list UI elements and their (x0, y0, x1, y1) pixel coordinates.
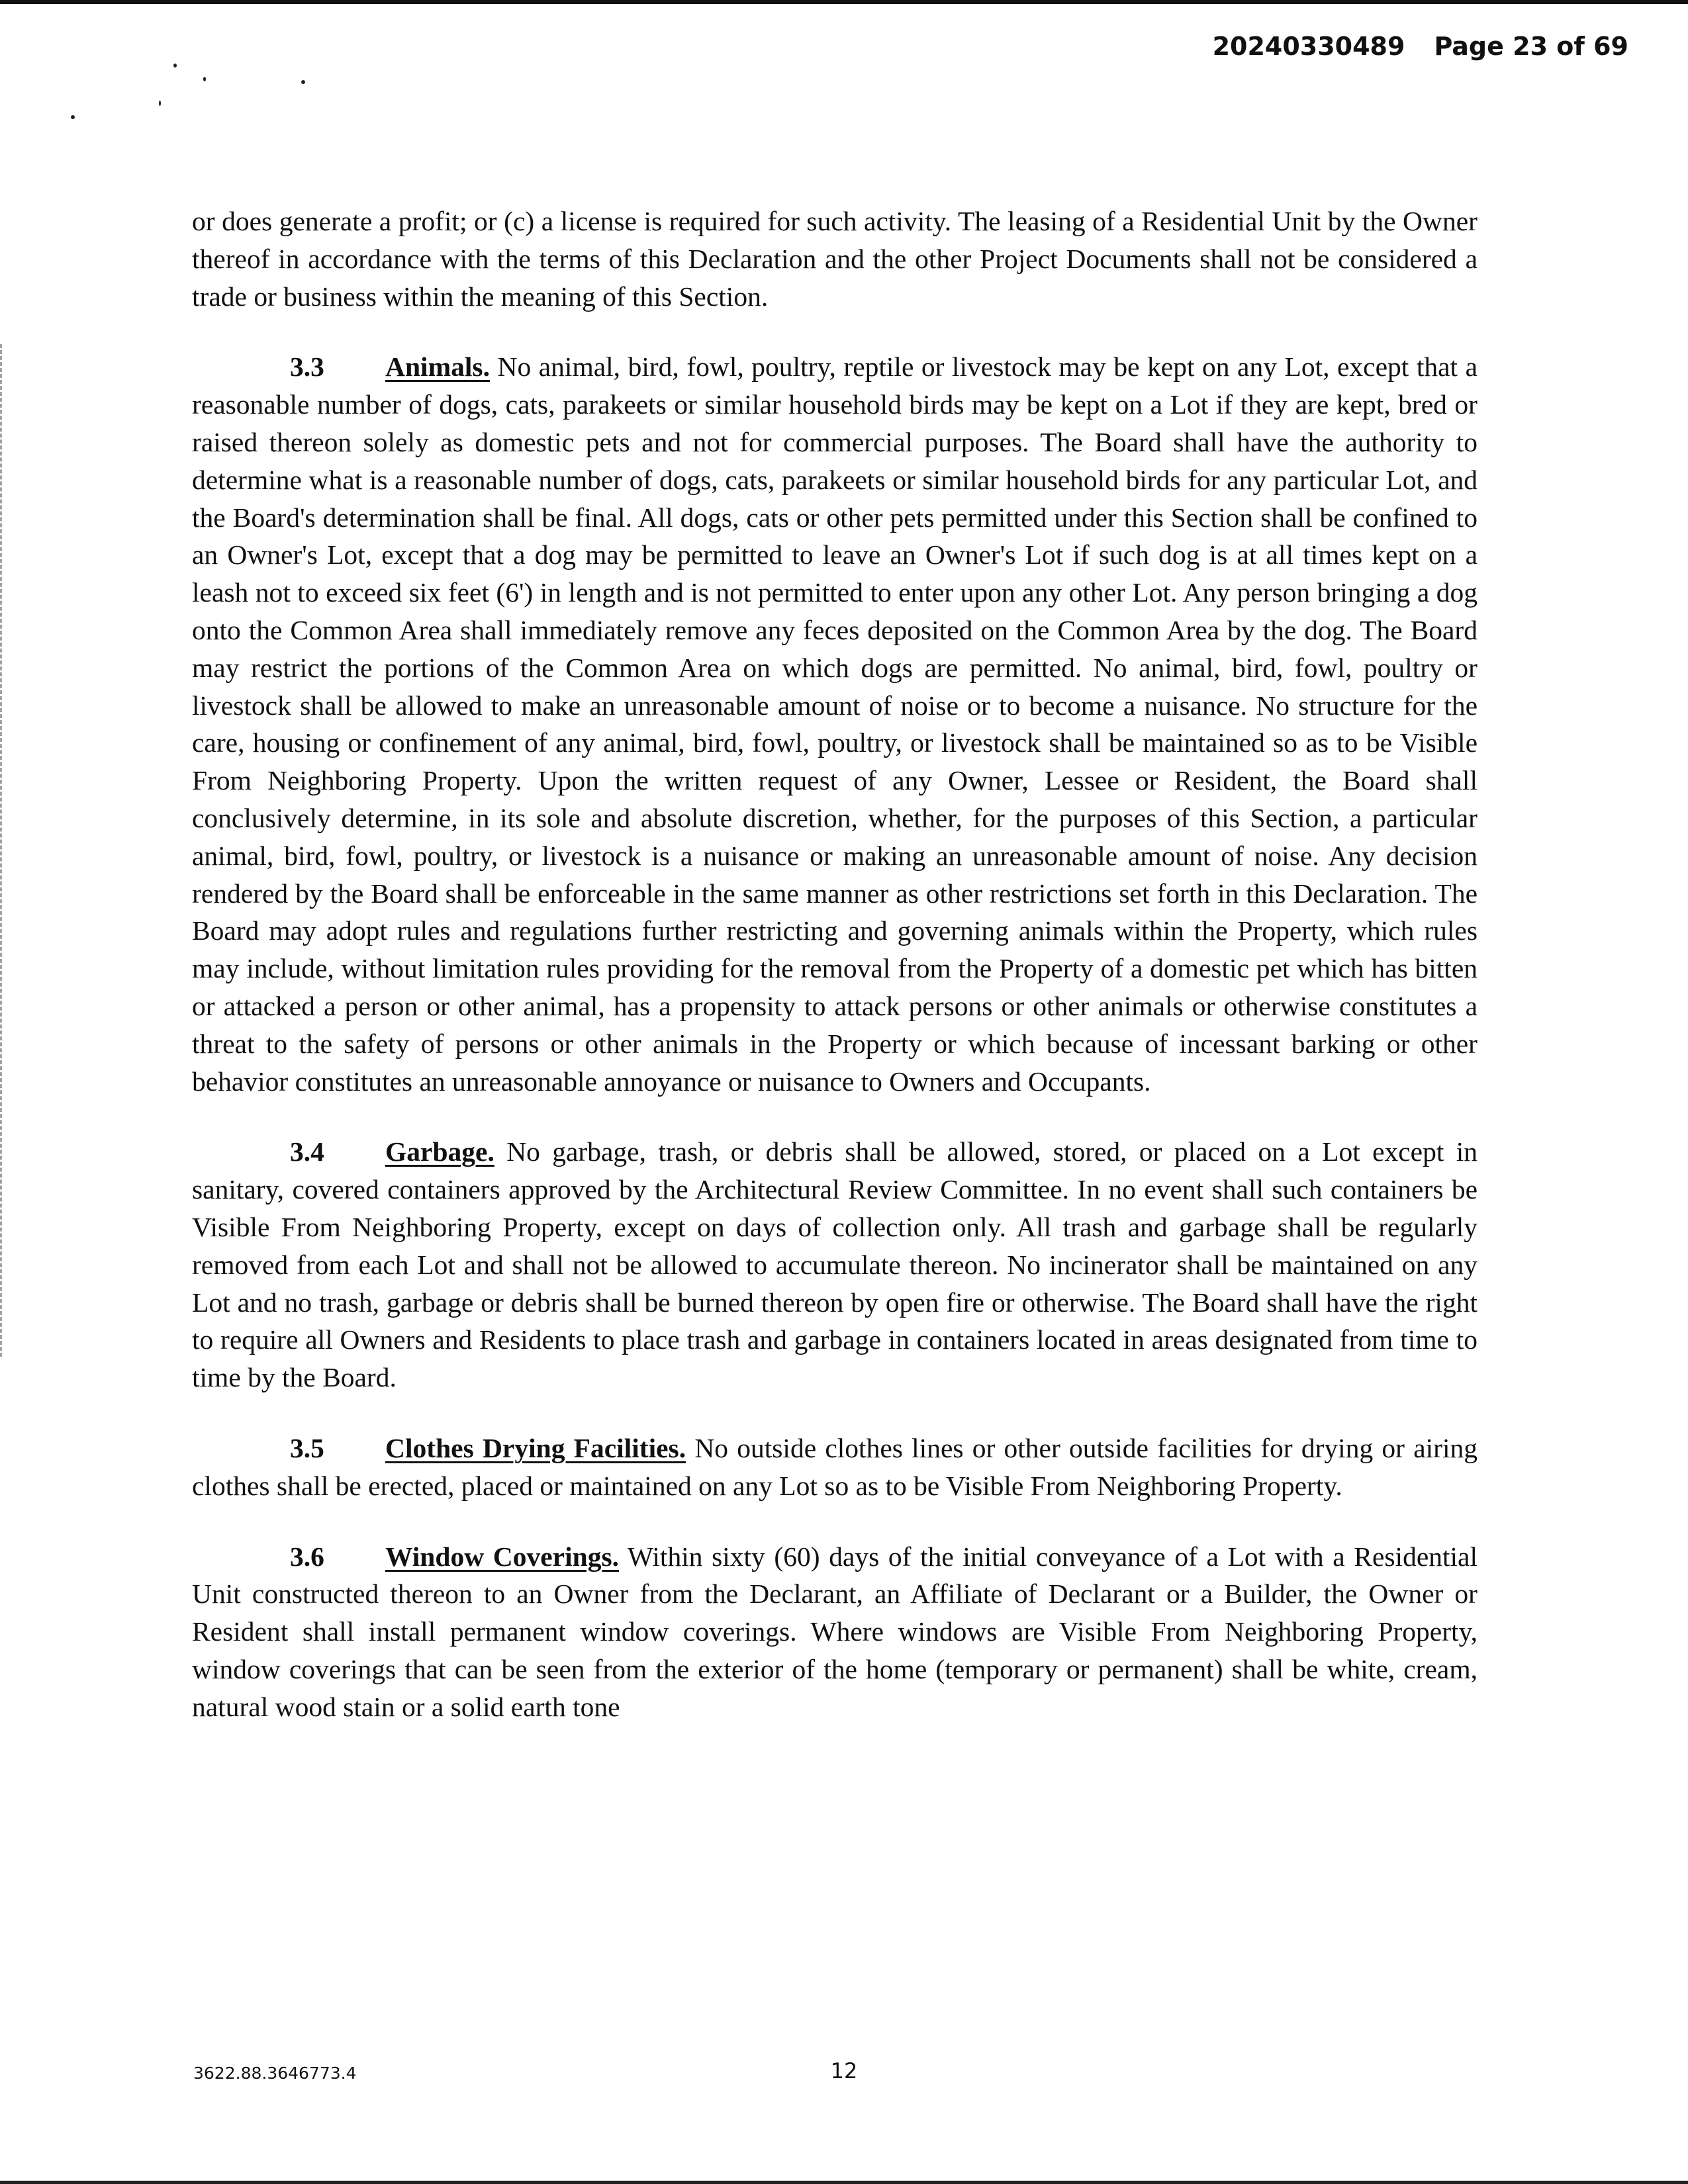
scan-speck (71, 115, 75, 119)
section-3-6 (192, 1538, 1477, 1726)
section-3-3 (192, 348, 1477, 1100)
document-body (192, 203, 1477, 1758)
section-title: Animals. (385, 351, 490, 383)
section-3-5 (192, 1430, 1477, 1505)
scan-speck (159, 101, 161, 106)
section-3-4 (192, 1133, 1477, 1396)
section-text: No garbage, trash, or debris shall be allowed, stored, or placed on a Lot except in sanitary, covered containers approved by the Architectural Review Committee. In no event shall such containers be Visible From Neighboring Property, except on days of collection only. All trash and garbage shall be regularly removed from each Lot and shall not be allowed to accumulate thereon. No incinerator shall be maintained on any Lot and no trash, garbage or debris shall be burned thereon by open fire or otherwise. The Board shall have the right to require all Owners and Residents to place trash and garbage in containers located in areas designated from time to time by the Board. (192, 1136, 1477, 1393)
scan-speck (203, 77, 206, 81)
section-text: Within sixty (60) days of the initial conveyance of a Lot with a Residential Unit constructed thereon to an Owner from the Declarant, an Affiliate of Declarant or a Builder, the Owner or Resident shall install permanent window coverings. Where windows are Visible From Neighboring Property, window coverings that can be seen from the exterior of the home (temporary or permanent) shall be white, cream, natural wood stain or a solid earth tone (192, 1541, 1477, 1722)
section-title: Window Coverings. (385, 1541, 619, 1572)
section-number: 3.3 (290, 351, 324, 383)
scan-edge-marks (0, 344, 4, 1357)
footer-page-number: 12 (830, 2058, 858, 2083)
section-number: 3.4 (290, 1136, 324, 1167)
section-title: Garbage. (385, 1136, 494, 1167)
document-number: 20240330489 (1212, 32, 1405, 61)
section-text: No animal, bird, fowl, poultry, reptile or livestock may be kept on any Lot, except that a reasonable number of dogs, cats, parakeets or similar household birds may be kept on a Lot if they are kept, bred or raised thereon solely as domestic pets and not for commercial purposes. The Board shall have the authority to determine what is a reasonable number of dogs, cats, parakeets or similar household birds for any particular Lot, and the Board's determination shall be final. All dogs, cats or other pets permitted under this Section shall be confined to an Owner's Lot, except that a dog may be permitted to leave an Owner's Lot if such dog is at all times kept on a leash not to exceed six feet (6') in length and is not permitted to enter upon any other Lot. Any person bringing a dog onto the Common Area shall immediately remove any feces deposited on the Common Area by the dog. The Board may restrict the portions of the Common Area on which dogs are permitted. No animal, bird, fowl, poultry or livestock shall be allowed to make an unreasonable amount of noise or to become a nuisance. No structure for the care, housing or confinement of any animal, bird, fowl, poultry, or livestock shall be maintained so as to be Visible From Neighboring Property. Upon the written request of any Owner, Lessee or Resident, the Board shall conclusively determine, in its sole and absolute discretion, whether, for the purposes of this Section, a particular animal, bird, fowl, poultry, or livestock is a nuisance or making an unreasonable amount of noise. Any decision rendered by the Board shall be enforceable in the same manner as other restrictions set forth in this Declaration. The Board may adopt rules and regulations further restricting and governing animals within the Property, which rules may include, without limitation rules providing for the removal from the Property of a domestic pet which has bitten or attacked a person or other animal, has a propensity to attack persons or other animals or otherwise constitutes a threat to the safety of persons or other animals in the Property or which because of incessant barking or other behavior constitutes an unreasonable annoyance or nuisance to Owners and Occupants. (192, 351, 1477, 1097)
section-text: No outside clothes lines or other outside facilities for drying or airing clothes shall be erected, placed or maintained on any Lot so as to be Visible From Neighboring Property. (192, 1432, 1478, 1501)
recording-header (1125, 32, 1628, 61)
section-number: 3.5 (290, 1432, 324, 1463)
scan-speck (301, 80, 305, 84)
top-border (0, 0, 1688, 4)
intro-paragraph: or does generate a profit; or (c) a license is required for such activity. The leasing of a Residential Unit by the Owner thereof in accordance with the terms of this Declaration and the other Project Documents shall not be considered a trade or business within the meaning of this Section. (192, 206, 1477, 312)
footer-document-id: 3622.88.3646773.4 (193, 2064, 357, 2083)
section-title: Clothes Drying Facilities. (385, 1432, 686, 1463)
page-count-label: Page 23 of 69 (1434, 32, 1628, 61)
scan-speck (173, 64, 177, 68)
bottom-border (0, 2181, 1688, 2184)
section-number: 3.6 (290, 1541, 324, 1572)
